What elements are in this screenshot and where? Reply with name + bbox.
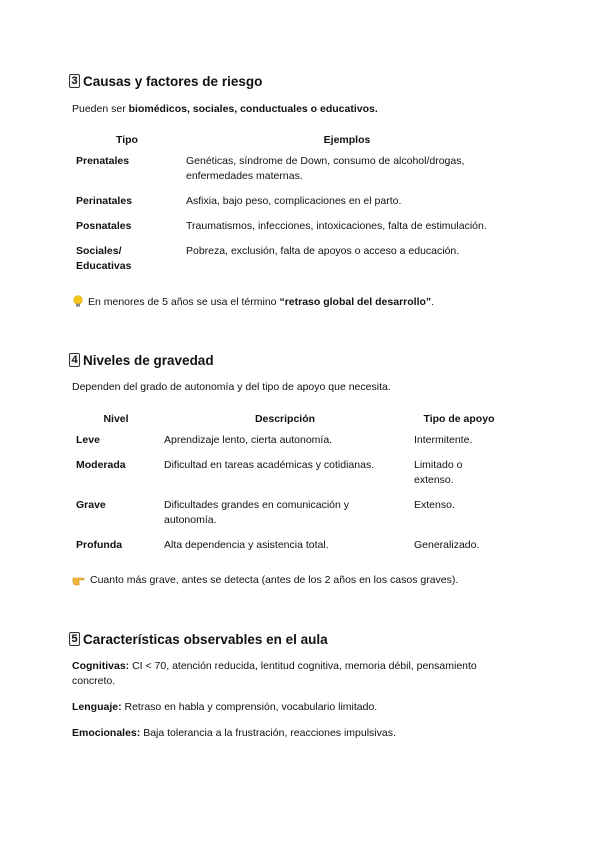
- table-row: [72, 458, 508, 498]
- note-plain: En menores de 5 años se usa el término: [88, 295, 277, 308]
- table-row: [72, 433, 508, 458]
- tipo-cell: Perinatales: [76, 195, 133, 207]
- intro-text: [72, 103, 378, 115]
- nivel-cell: Leve: [76, 434, 100, 446]
- item-text: Baja tolerancia a la frustración, reacciones impulsivas.: [140, 727, 396, 739]
- table-row: [72, 244, 512, 284]
- item-text: Retraso en habla y comprensión, vocabulario limitado.: [121, 701, 378, 713]
- apoyo-cell: Extenso.: [414, 499, 455, 511]
- column-header: Tipo de apoyo: [423, 413, 495, 425]
- intro-plain: Pueden ser: [72, 103, 129, 115]
- causas-table: [72, 134, 512, 284]
- column-header: Tipo: [116, 134, 138, 146]
- note-text: Cuanto más grave, antes se detecta (antes de los 2 años en los casos graves).: [90, 574, 459, 586]
- section-title: [69, 72, 539, 90]
- ejemplos-cell: Genéticas, síndrome de Down, consumo de alcohol/drogas, enfermedades maternas.: [186, 155, 465, 182]
- ejemplos-cell: Traumatismos, infecciones, intoxicaciones, falta de estimulación.: [186, 220, 487, 232]
- intro-text: Dependen del grado de autonomía y del tipo de apoyo que necesita.: [72, 381, 391, 393]
- note-end: .: [431, 295, 435, 308]
- apoyo-cell: Generalizado.: [414, 539, 480, 551]
- section-title-text: Características observables en el aula: [83, 631, 328, 647]
- table-row: [72, 194, 512, 219]
- apoyo-cell: Limitado o extenso.: [414, 459, 463, 486]
- column-header: Ejemplos: [323, 134, 371, 146]
- desc-cell: Dificultades grandes en comunicación y autonomía.: [164, 499, 350, 526]
- item-label: Emocionales:: [72, 727, 141, 739]
- number-badge: 4: [69, 353, 80, 367]
- section-title-text: Niveles de gravedad: [83, 352, 214, 368]
- table-row: [72, 538, 508, 563]
- apoyo-cell: Intermitente.: [414, 434, 473, 446]
- item-cognitivas: [72, 659, 512, 689]
- desc-cell: Dificultad en tareas académicas y cotidianas.: [164, 459, 375, 471]
- table-row: [72, 219, 512, 244]
- nivel-cell: Profunda: [76, 539, 123, 551]
- ejemplos-cell: Asfixia, bajo peso, complicaciones en el parto.: [186, 195, 402, 207]
- tipo-cell: Posnatales: [76, 220, 132, 232]
- table-row: [72, 154, 512, 194]
- item-lenguaje: [72, 700, 512, 715]
- section-caracteristicas: [69, 630, 539, 760]
- note-bold: “retraso global del desarrollo”: [279, 295, 432, 308]
- item-label: Lenguaje:: [72, 701, 122, 713]
- tipo-cell: Sociales/ Educativas: [76, 245, 132, 272]
- item-label: Cognitivas:: [72, 660, 130, 672]
- section-title: [69, 630, 539, 648]
- number-badge: 5: [69, 632, 80, 646]
- note-gravedad: [72, 574, 458, 586]
- note-retraso: [72, 295, 434, 308]
- table-row: [72, 498, 508, 538]
- desc-cell: Aprendizaje lento, cierta autonomía.: [164, 434, 333, 446]
- section-causas: [69, 72, 539, 322]
- column-header: Nivel: [103, 413, 129, 425]
- nivel-cell: Grave: [76, 499, 106, 511]
- item-emocionales: [72, 726, 512, 741]
- item-text: CI < 70, atención reducida, lentitud cognitiva, memoria débil, pensamiento concreto.: [72, 660, 477, 687]
- ejemplos-cell: Pobreza, exclusión, falta de apoyos o acceso a educación.: [186, 245, 460, 257]
- lightbulb-icon: [72, 295, 84, 308]
- number-badge: 3: [69, 74, 80, 88]
- section-title-text: Causas y factores de riesgo: [83, 73, 263, 89]
- pointing-hand-icon: [72, 574, 86, 586]
- column-header: Descripción: [254, 413, 316, 425]
- desc-cell: Alta dependencia y asistencia total.: [164, 539, 329, 551]
- section-niveles: [69, 351, 539, 591]
- tipo-cell: Prenatales: [76, 155, 130, 167]
- niveles-table: [72, 413, 508, 563]
- intro-bold: biomédicos, sociales, conductuales o educativos.: [128, 103, 378, 115]
- section-title: [69, 351, 539, 369]
- nivel-cell: Moderada: [76, 459, 126, 471]
